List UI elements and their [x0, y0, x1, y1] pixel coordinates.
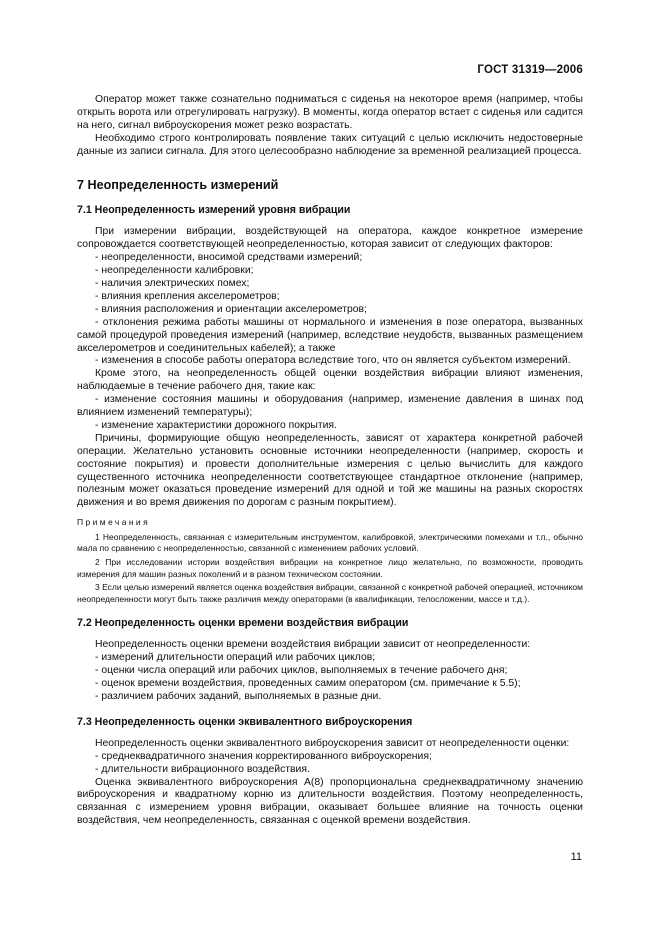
- s71-causes-paragraph: Причины, формирующие общую неопределенность, зависят от характера конкретной рабочей операции. Желательно установить основные источники неопределенности (например, скорость и состояние покрытия) и провести дополнительные измерения с целью вычислить для каждого существенного источника неопределенности соответствующее стандартное отклонение (например, полезным может оказаться проведение измерений для одной и той же машины на разных скоростях движения и во время движения по дорогам с разным покрытием).: [77, 432, 583, 509]
- factor-item: - влияния крепления акселерометров;: [95, 290, 280, 302]
- change-item: - изменение характеристики дорожного покрытия.: [95, 419, 337, 431]
- s72-item: - оценок времени воздействия, проведенных самим оператором (см. примечание к 5.5);: [95, 678, 521, 690]
- section-7-heading: 7 Неопределенность измерений: [77, 177, 279, 192]
- section-7-2-heading: 7.2 Неопределенность оценки времени воздействия вибрации: [77, 617, 409, 630]
- s71-also-paragraph: Кроме этого, на неопределенность общей оценки воздействия вибрации влияют изменения, наблюдаемые в течение рабочего дня, такие как:: [77, 368, 583, 393]
- document-id-header: ГОСТ 31319—2006: [477, 64, 583, 76]
- note-item: 3 Если целью измерений является оценка воздействия вибрации, связанной с конкретной рабочей операцией, источником неопределенности могут быть также различия между операторами (в квалификации, телосложении, массе и т.д.).: [77, 582, 583, 604]
- change-item: - изменение состояния машины и оборудования (например, изменение давления в шинах под влиянием изменений температуры);: [77, 394, 583, 419]
- factor-item: - наличия электрических помех;: [95, 277, 250, 289]
- page-number: 11: [570, 851, 582, 863]
- s73-item: - длительности вибрационного воздействия.: [95, 763, 310, 775]
- notes-block: [77, 517, 583, 605]
- intro-paragraph-2: Необходимо строго контролировать появление таких ситуаций с целью исключить недостоверные данные из записи сигнала. Для этого целесообразно наблюдение за временной реализацией процесса.: [77, 132, 583, 157]
- s73-item: - среднеквадратичного значения корректированного виброускорения;: [95, 750, 432, 762]
- s72-item: - различием рабочих заданий, выполняемых в разные дни.: [95, 690, 382, 702]
- note-item: 1 Неопределенность, связанная с измерительным инструментом, калибровкой, электрическими помехами и т.п., обычно мала по сравнению с неопределенностью, связанной с изменением рабочих условий.: [77, 531, 583, 554]
- s73-closing: Оценка эквивалентного виброускорения А(8) пропорциональна среднеквадратичному значению виброускорения и квадратному корню из длительности воздействия. Поэтому неопределенность, связанная с измерением уровня вибрации, оказывает большее влияние на точность оценки воздействия, чем неопределенность, связанная с оценкой времени воздействия.: [77, 776, 583, 827]
- s72-item: - измерений длительности операций или рабочих циклов;: [95, 652, 376, 664]
- section-7-3-heading: 7.3 Неопределенность оценки эквивалентного виброускорения: [77, 715, 413, 728]
- factor-item: - неопределенности калибровки;: [95, 265, 254, 277]
- factor-item: - влияния расположения и ориентации акселерометров;: [95, 303, 367, 315]
- s71-intro: При измерении вибрации, воздействующей на оператора, каждое конкретное измерение сопровождается соответствующей неопределенностью, которая зависит от следующих факторов:: [77, 226, 583, 251]
- s73-intro: Неопределенность оценки эквивалентного виброускорения зависит от неопределенности оценки:: [95, 737, 570, 749]
- section-7-1-heading: 7.1 Неопределенность измерений уровня вибрации: [77, 204, 351, 217]
- notes-heading: Примечания: [77, 517, 151, 528]
- factor-item: - изменения в способе работы оператора вследствие того, что он является субъектом измерений.: [95, 355, 571, 367]
- s72-intro: Неопределенность оценки времени воздействия вибрации зависит от неопределенности:: [95, 639, 531, 651]
- note-item: 2 При исследовании истории воздействия вибрации на конкретное лицо желательно, по возможности, проводить измерения для машин разных поколений и в разном техническом состоянии.: [77, 557, 583, 579]
- page-content: [77, 94, 583, 828]
- factor-item: - отклонения режима работы машины от нормального и изменения в позе оператора, вызванных самой процедурой проведения измерений (например, вследствие неудобств, вызванных размещением акселерометров и соединительных кабелей); а также: [77, 316, 583, 354]
- factor-item: - неопределенности, вносимой средствами измерений;: [95, 252, 363, 264]
- s72-item: - оценки числа операций или рабочих циклов, выполняемых в течение рабочего дня;: [95, 665, 508, 677]
- intro-paragraph-1: Оператор может также сознательно подниматься с сиденья на некоторое время (например, чтобы открыть ворота или отрегулировать нагрузку). В моменты, когда оператор встает с сиденья или садится на него, сигнал виброускорения может резко возрастать.: [77, 94, 583, 131]
